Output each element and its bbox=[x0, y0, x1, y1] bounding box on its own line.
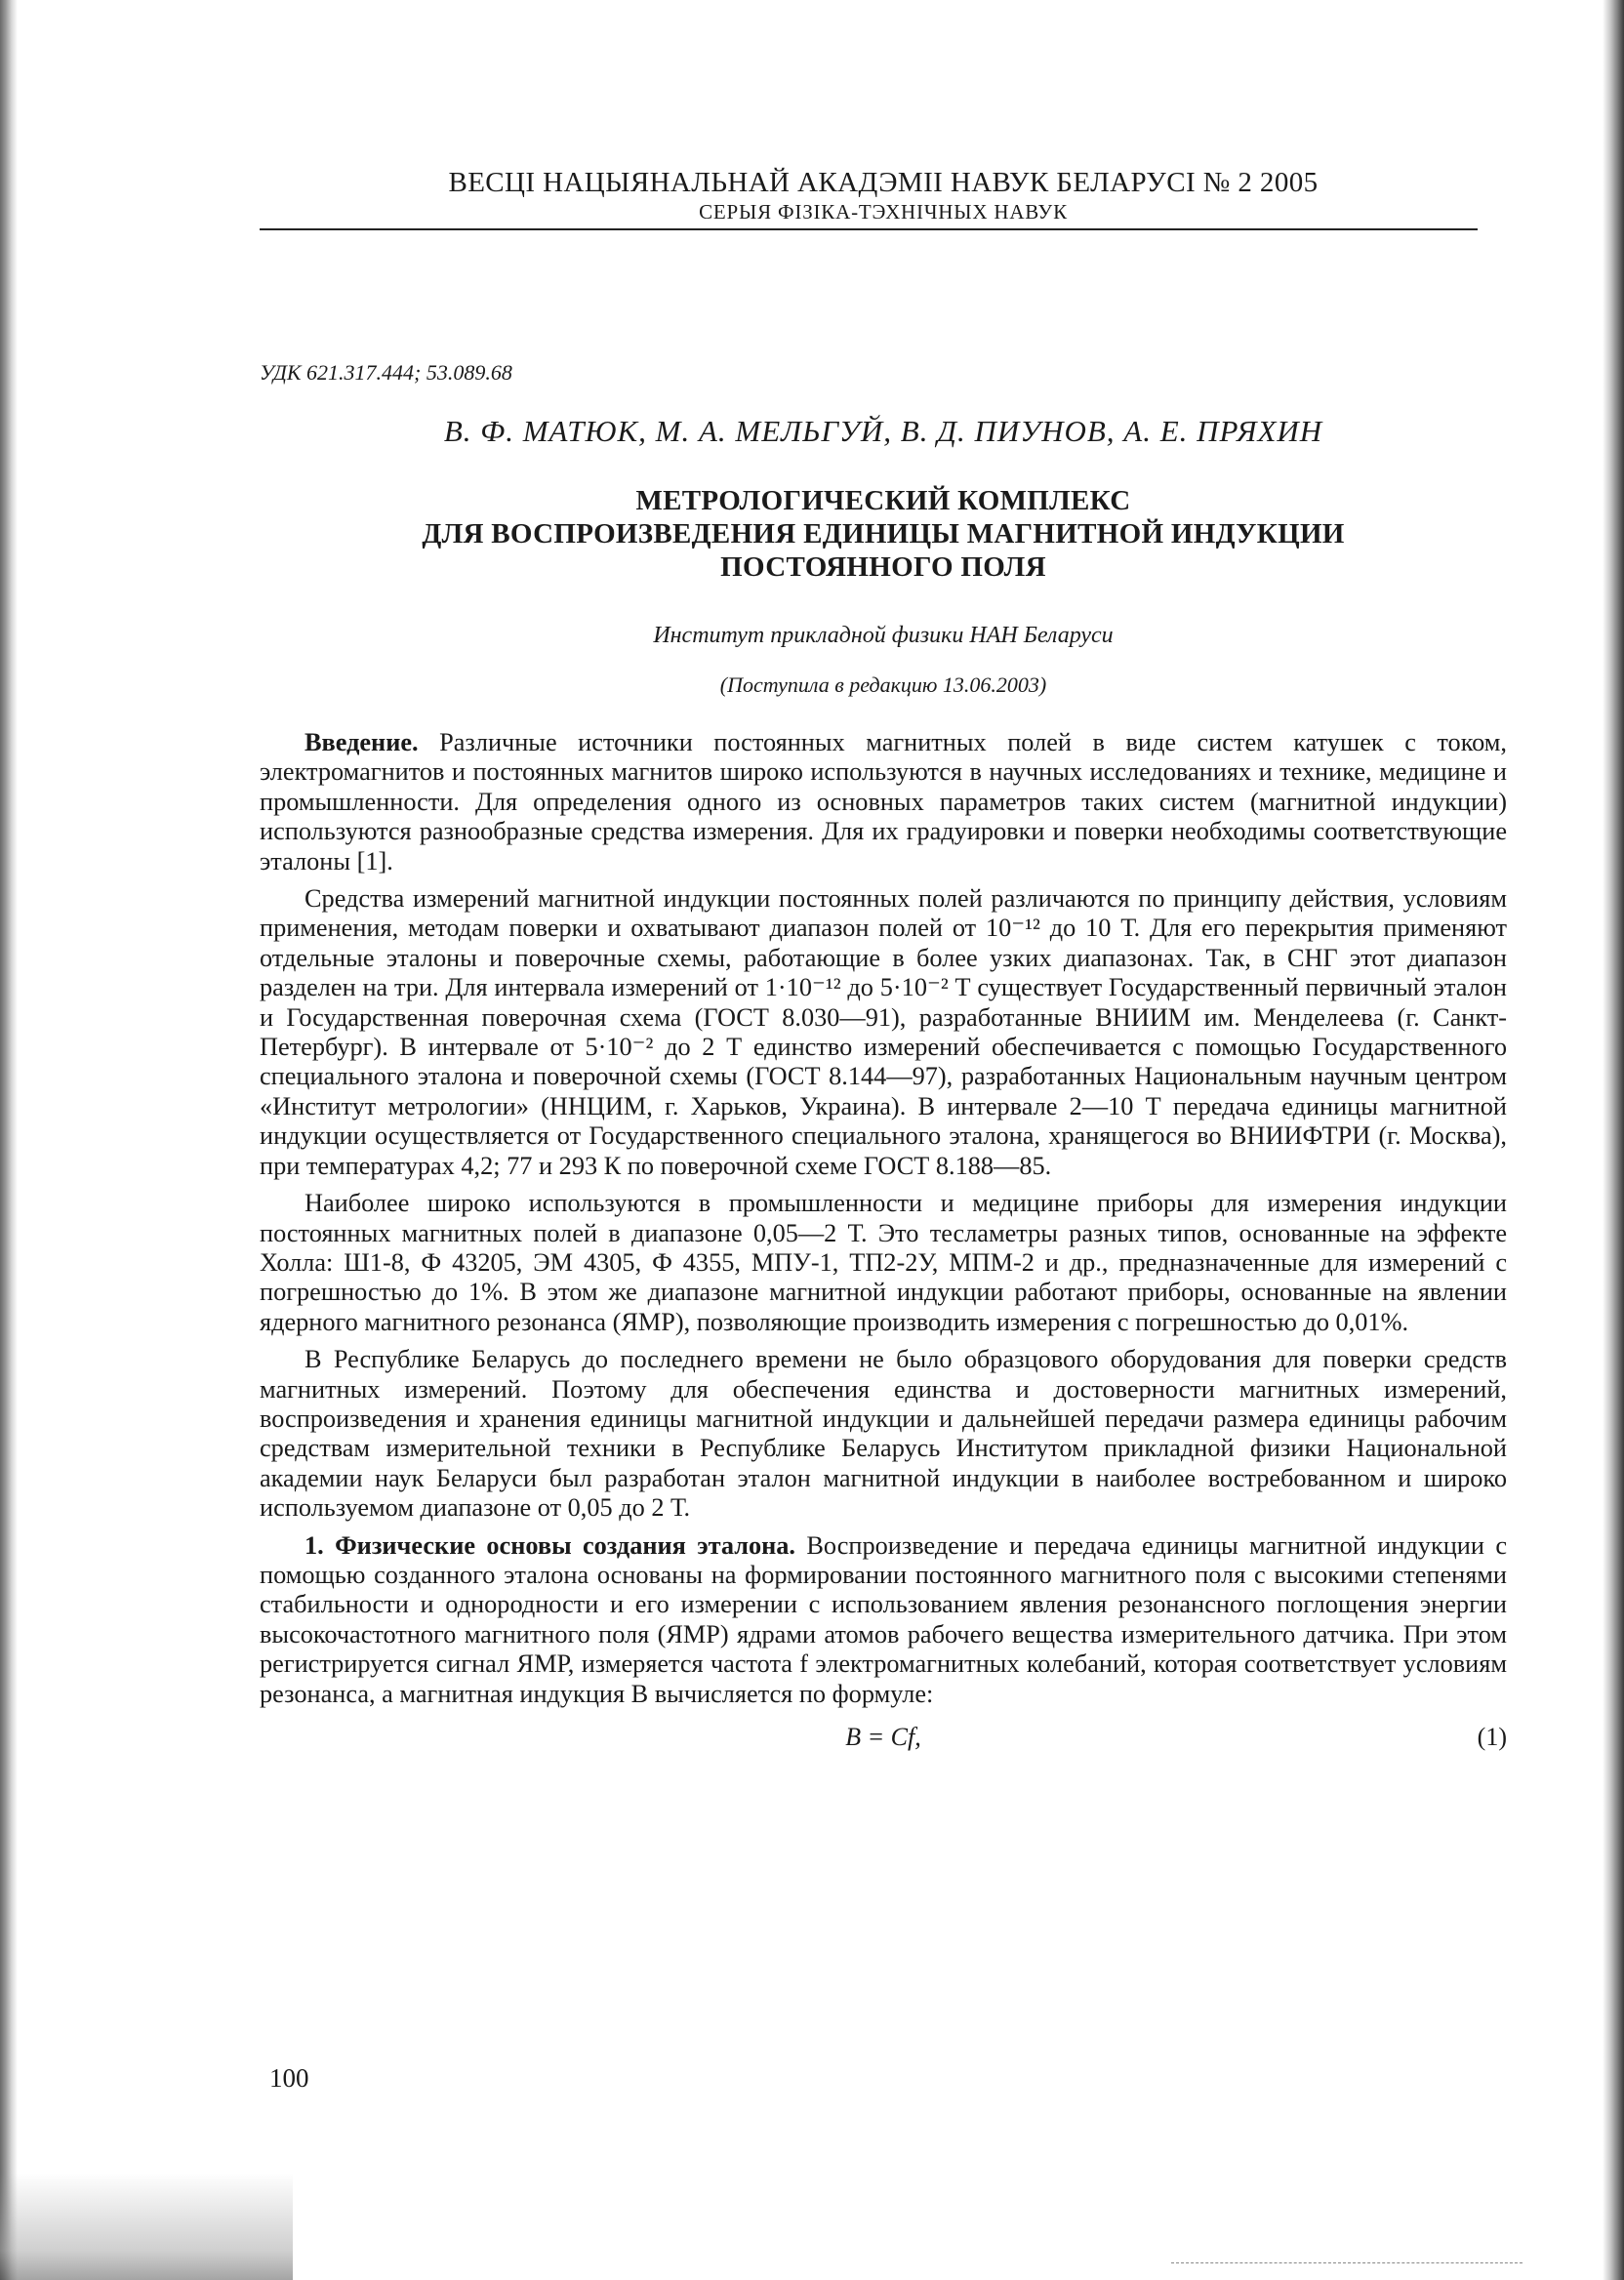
title-line-2: ДЛЯ ВОСПРОИЗВЕДЕНИЯ ЕДИНИЦЫ МАГНИТНОЙ ИНДУКЦИИ bbox=[422, 518, 1345, 550]
journal-title: ВЕСЦІ НАЦЫЯНАЛЬНАЙ АКАДЭМІІ НАВУК БЕЛАРУСІ № 2 2005 bbox=[448, 167, 1319, 198]
section-1-text: Воспроизведение и передача единицы магнитной индукции с помощью созданного эталона основаны на формировании постоянного магнитного поля с высокими степенями стабильности и однородности и его измерении с использованием явления резонансного поглощения энергии высокочастотного магнитного поля (ЯМР) ядрами атомов рабочего вещества измерительного датчика. При этом регистрируется сигнал ЯМР, измеряется частота f электромагнитных колебаний, которая соответствует условиям резонанса, а магнитная индукция B вычисляется по формуле: bbox=[260, 1530, 1507, 1708]
page-content bbox=[260, 166, 1507, 1758]
title-line-1: МЕТРОЛОГИЧЕСКИЙ КОМПЛЕКС bbox=[635, 485, 1131, 516]
article-title bbox=[260, 484, 1507, 584]
authors: В. Ф. МАТЮК, М. А. МЕЛЬГУЙ, В. Д. ПИУНОВ, А. Е. ПРЯХИН bbox=[443, 414, 1323, 448]
article-body bbox=[260, 728, 1507, 1709]
header-rule bbox=[260, 228, 1478, 230]
paragraph-4: В Республике Беларусь до последнего времени не было образцового оборудования для поверки средств магнитных измерений. Поэтому для обеспечения единства и достоверности магнитных измерений, воспроизведения и хранения единицы магнитной индукции и дальнейшей передачи размера единицы рабочим средствам измерительной техники в Республике Беларусь Институтом прикладной физики Национальной академии наук Беларуси был разработан эталон магнитной индукции в наиболее востребованном и широко используемом диапазоне от 0,05 до 2 Т. bbox=[260, 1345, 1507, 1523]
paragraph-section-1 bbox=[260, 1531, 1507, 1709]
title-line-3: ПОСТОЯННОГО ПОЛЯ bbox=[720, 551, 1046, 583]
formula-number: (1) bbox=[1477, 1723, 1507, 1751]
paragraph-2: Средства измерений магнитной индукции постоянных полей различаются по принципу действия, условиям применения, методам поверки и охватывают диапазон полей от 10⁻¹² до 10 Т. Для его перекрытия применяют отдельные эталоны и поверочные схемы, работающие в более узких диапазонах. Так, в СНГ этот диапазон разделен на три. Для интервала измерений от 1·10⁻¹² до 5·10⁻² Т существует Государственный первичный эталон и Государственная поверочная схема (ГОСТ 8.030—91), разработанные ВНИИМ им. Менделеева (г. Санкт-Петербург). В интервале от 5·10⁻² до 2 Т единство измерений обеспечивается с помощью Государственного специального эталона и поверочной схемы (ГОСТ 8.144—97), разработанных Национальным научным центром «Институт метрологии» (ННЦИМ, г. Харьков, Украина). В интервале 2—10 Т передача единицы магнитной индукции осуществляется от Государственного специального эталона, хранящегося во ВНИИФТРИ (г. Москва), при температурах 4,2; 77 и 293 К по поверочной схеме ГОСТ 8.188—85. bbox=[260, 884, 1507, 1180]
introduction-heading: Введение. bbox=[304, 728, 419, 756]
scan-edge-bottom bbox=[0, 2173, 293, 2280]
institute: Институт прикладной физики НАН Беларуси bbox=[653, 623, 1114, 648]
paragraph-introduction bbox=[260, 728, 1507, 876]
footer-rule bbox=[1171, 2262, 1522, 2263]
introduction-text: Различные источники постоянных магнитных полей в виде систем катушек с током, электромагнитов и постоянных магнитов широко используются в научных исследованиях и технике, медицине и промышленности. Для определения одного из основных параметров таких систем (магнитной индукции) используются разнообразные средства измерения. Для их градуировки и поверки необходимы соответствующие эталоны [1]. bbox=[260, 728, 1507, 875]
journal-series: СЕРЫЯ ФІЗІКА-ТЭХНІЧНЫХ НАВУК bbox=[699, 200, 1068, 224]
formula-row bbox=[260, 1723, 1507, 1758]
page-number: 100 bbox=[269, 2063, 309, 2093]
scan-edge-left bbox=[0, 0, 18, 2280]
formula: B = Cf, bbox=[845, 1723, 921, 1751]
section-1-heading: 1. Физические основы создания эталона. bbox=[304, 1530, 796, 1560]
udk-code: УДК 621.317.444; 53.089.68 bbox=[260, 360, 512, 385]
scan-edge-right bbox=[1603, 0, 1624, 2280]
received-date: (Поступила в редакцию 13.06.2003) bbox=[719, 672, 1047, 697]
paragraph-3: Наиболее широко используются в промышленности и медицине приборы для измерения индукции постоянных магнитных полей в диапазоне 0,05—2 Т. Это тесламетры разных типов, основанные на эффекте Холла: Ш1-8, Ф 43205, ЭМ 4305, Ф 4355, МПУ-1, ТП2-2У, МПМ-2 и др., предназначенные для измерений с погрешностью до 1%. В этом же диапазоне магнитной индукции работают приборы, основанные на явлении ядерного магнитного резонанса (ЯМР), позволяющие производить измерения с погрешностью до 0,01%. bbox=[260, 1189, 1507, 1336]
